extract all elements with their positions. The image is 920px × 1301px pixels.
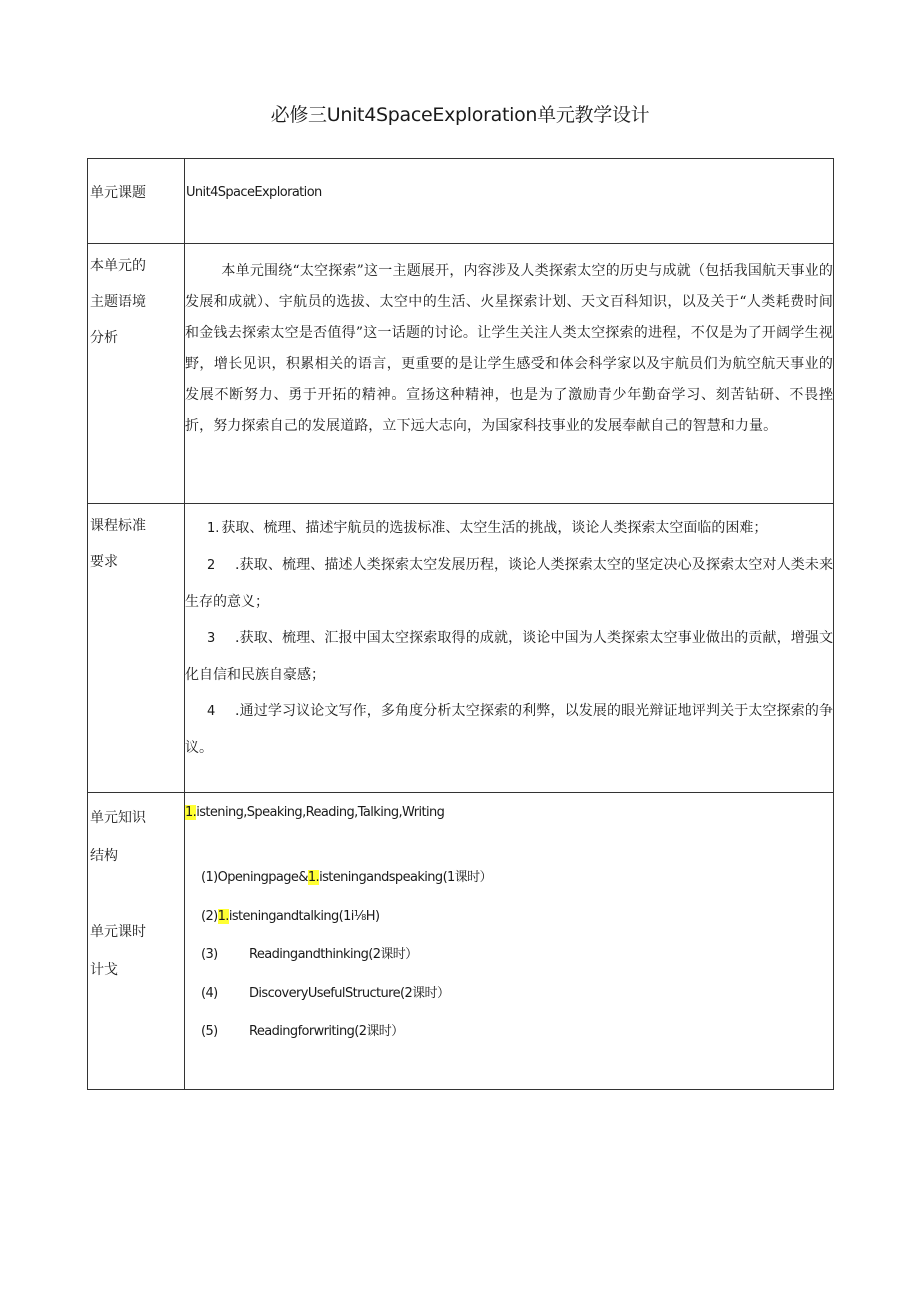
schedule-item-2	[201, 907, 833, 946]
schedule-text-post: isteningandtalking(1i⅛H)	[228, 908, 380, 924]
schedule-number: (2)	[201, 908, 218, 924]
schedule-item-1	[201, 868, 833, 907]
unit-title-value: Unit4SpaceExploration	[186, 185, 322, 200]
standard-text: 获取、梳理、描述宇航员的选拔标准、太空生活的挑战，谈论人类探索太空面临的困难；	[221, 520, 768, 536]
label-cell-unit-title	[88, 159, 185, 244]
standard-number: 2	[207, 558, 216, 573]
label-standards-line-1: 课程标准	[90, 518, 146, 534]
context-analysis-text	[185, 244, 833, 442]
standard-number: 4	[207, 704, 216, 719]
knowledge-structure-text: istening,Speaking,Reading,Talking,Writing	[196, 805, 445, 820]
label-context-line-3: 分析	[90, 330, 118, 346]
label-cell-standards	[88, 504, 185, 793]
standard-item-1	[185, 510, 833, 547]
highlight-mark: 1.	[185, 805, 197, 820]
unit-design-table	[87, 158, 834, 1090]
label-knowledge-line-1: 单元知识	[90, 810, 146, 826]
label-context-line-2: 主题语境	[90, 294, 146, 310]
standard-item-2	[185, 547, 833, 620]
document-title: 必修三Unit4SpaceExploration单元教学设计	[270, 104, 650, 126]
row-knowledge-structure	[88, 793, 834, 1090]
schedule-list	[185, 868, 833, 1061]
schedule-text-post: isteningandspeaking(1课时）	[319, 870, 492, 885]
schedule-text-pre: DiscoveryUsefulStructure(2课时）	[249, 985, 450, 1001]
value-cell-context	[185, 244, 834, 504]
value-cell-standards	[185, 504, 834, 793]
highlight-mark: 1.	[307, 870, 320, 885]
value-cell-knowledge	[185, 793, 834, 1090]
standard-number: 3	[207, 631, 216, 646]
standards-list	[185, 504, 833, 766]
standard-item-4	[185, 693, 833, 766]
schedule-number: (4)	[201, 985, 218, 1001]
schedule-item-5	[201, 1022, 833, 1061]
label-schedule-line-1: 单元课时	[90, 924, 146, 940]
highlight-mark: 1.	[217, 908, 229, 924]
context-paragraph: 本单元围绕“太空探索”这一主题展开，内容涉及人类探索太空的历史与成就（包括我国航天事业的发展和成就）、宇航员的选拔、太空中的生活、火星探索计划、天文百科知识，以及关于“人类耗费时间和金钱去探索太空是否值得”这一话题的讨论。让学生关注人类太空探索的进程，不仅是为了开阔学生视野，增长见识，积累相关的语言，更重要的是让学生感受和体会科学家以及宇航员们为航空航天事业的发展不断努力、勇于开拓的精神。宣扬这种精神，也是为了激励青少年勤奋学习、刻苦钻研、不畏挫折，努力探索自己的发展道路，立下远大志向，为国家科技事业的发展奉献自己的智慧和力量。	[185, 263, 833, 434]
label-cell-knowledge	[88, 793, 185, 1090]
standard-text: .获取、梳理、描述人类探索太空发展历程，谈论人类探索太空的坚定决心及探索太空对人类未来生存的意义；	[185, 557, 833, 610]
label-cell-context	[88, 244, 185, 504]
row-context-analysis	[88, 244, 834, 504]
schedule-number: (5)	[201, 1024, 218, 1039]
value-cell-unit-title	[185, 159, 834, 244]
label-schedule-line-2: 计戈	[90, 962, 118, 978]
row-curriculum-standards	[88, 504, 834, 793]
schedule-text-pre: Readingandthinking(2课时）	[249, 947, 418, 962]
standard-text: .通过学习议论文写作，多角度分析太空探索的利弊，以发展的眼光辩证地评判关于太空探索的争议。	[185, 703, 833, 756]
schedule-item-3	[201, 945, 833, 984]
knowledge-structure-value	[185, 793, 833, 820]
label-knowledge-line-2: 结构	[90, 848, 118, 864]
standard-number: 1.	[207, 521, 220, 536]
standard-text: .获取、梳理、汇报中国太空探索取得的成就，谈论中国为人类探索太空事业做出的贡献，增强文化自信和民族自豪感；	[185, 630, 833, 683]
label-context-line-1: 本单元的	[90, 258, 146, 274]
schedule-text-pre: Openingpage&	[217, 870, 308, 885]
label-unit-title: 单元课题	[90, 185, 146, 201]
standard-item-3	[185, 620, 833, 693]
row-unit-title	[88, 159, 834, 244]
label-standards-line-2: 要求	[90, 554, 118, 570]
schedule-text-pre: Readingforwriting(2课时）	[249, 1024, 404, 1039]
schedule-item-4	[201, 984, 833, 1023]
schedule-number: (1)	[201, 870, 218, 885]
schedule-number: (3)	[201, 947, 218, 962]
